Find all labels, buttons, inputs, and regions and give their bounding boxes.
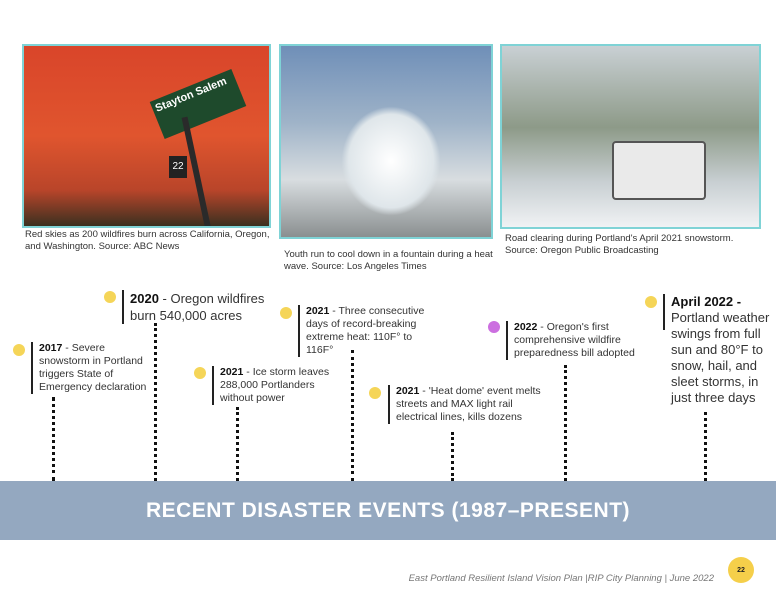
- fountain-spray: [341, 106, 441, 216]
- event-2021-ice-storm: 2021 - Ice storm leaves 288,000 Portlanders without power: [212, 366, 335, 405]
- event-dot: [194, 367, 206, 379]
- timeline-dotted-line: [52, 397, 55, 481]
- timeline-dotted-line: [564, 365, 567, 481]
- timeline-dotted-line: [451, 432, 454, 481]
- footer-text: East Portland Resilient Island Vision Plan |RIP City Planning | June 2022: [408, 573, 714, 584]
- event-2020: 2020 - Oregon wildfires burn 540,000 acres: [122, 290, 270, 324]
- event-2017: 2017 - Severe snowstorm in Portland triggers State of Emergency declaration: [31, 342, 154, 394]
- photo-caption: Road clearing during Portland's April 2021 snowstorm. Source: Oregon Public Broadcasting: [505, 233, 734, 256]
- photo-fountain: [279, 44, 493, 239]
- photo-caption: Youth run to cool down in a fountain during a heat wave. Source: Los Angeles Times: [284, 249, 493, 272]
- event-dot: [13, 344, 25, 356]
- page-number: 22: [728, 557, 754, 583]
- event-dot: [488, 321, 500, 333]
- route-sign: 22: [169, 156, 187, 178]
- photo-caption: Red skies as 200 wildfires burn across California, Oregon, and Washington. Source: ABC News: [25, 229, 270, 252]
- timeline-dotted-line: [154, 323, 157, 481]
- event-dot: [104, 291, 116, 303]
- event-2021-heat-dome: 2021 - 'Heat dome' event melts streets and MAX light rail electrical lines, kills dozens: [388, 385, 546, 424]
- photo-snowstorm: [500, 44, 761, 229]
- timeline-dotted-line: [704, 412, 707, 481]
- timeline-dotted-line: [351, 350, 354, 481]
- event-dot: [369, 387, 381, 399]
- banner-title: RECENT DISASTER EVENTS (1987–PRESENT): [145, 498, 631, 522]
- snow-plow-truck: [612, 141, 706, 200]
- section-banner: [0, 481, 776, 540]
- event-2022-bill: 2022 - Oregon's first comprehensive wildfire preparedness bill adopted: [506, 321, 644, 360]
- road-sign: Stayton Salem: [150, 69, 247, 139]
- event-2021-heat: 2021 - Three consecutive days of record-breaking extreme heat: 110F° to 116F°: [298, 305, 436, 357]
- photo-wildfire: [22, 44, 271, 228]
- event-dot: [645, 296, 657, 308]
- event-april-2022: April 2022 - Portland weather swings from full sun and 80°F to snow, hail, and sleet storms, in just three days: [663, 294, 771, 406]
- timeline-dotted-line: [236, 407, 239, 481]
- event-dot: [280, 307, 292, 319]
